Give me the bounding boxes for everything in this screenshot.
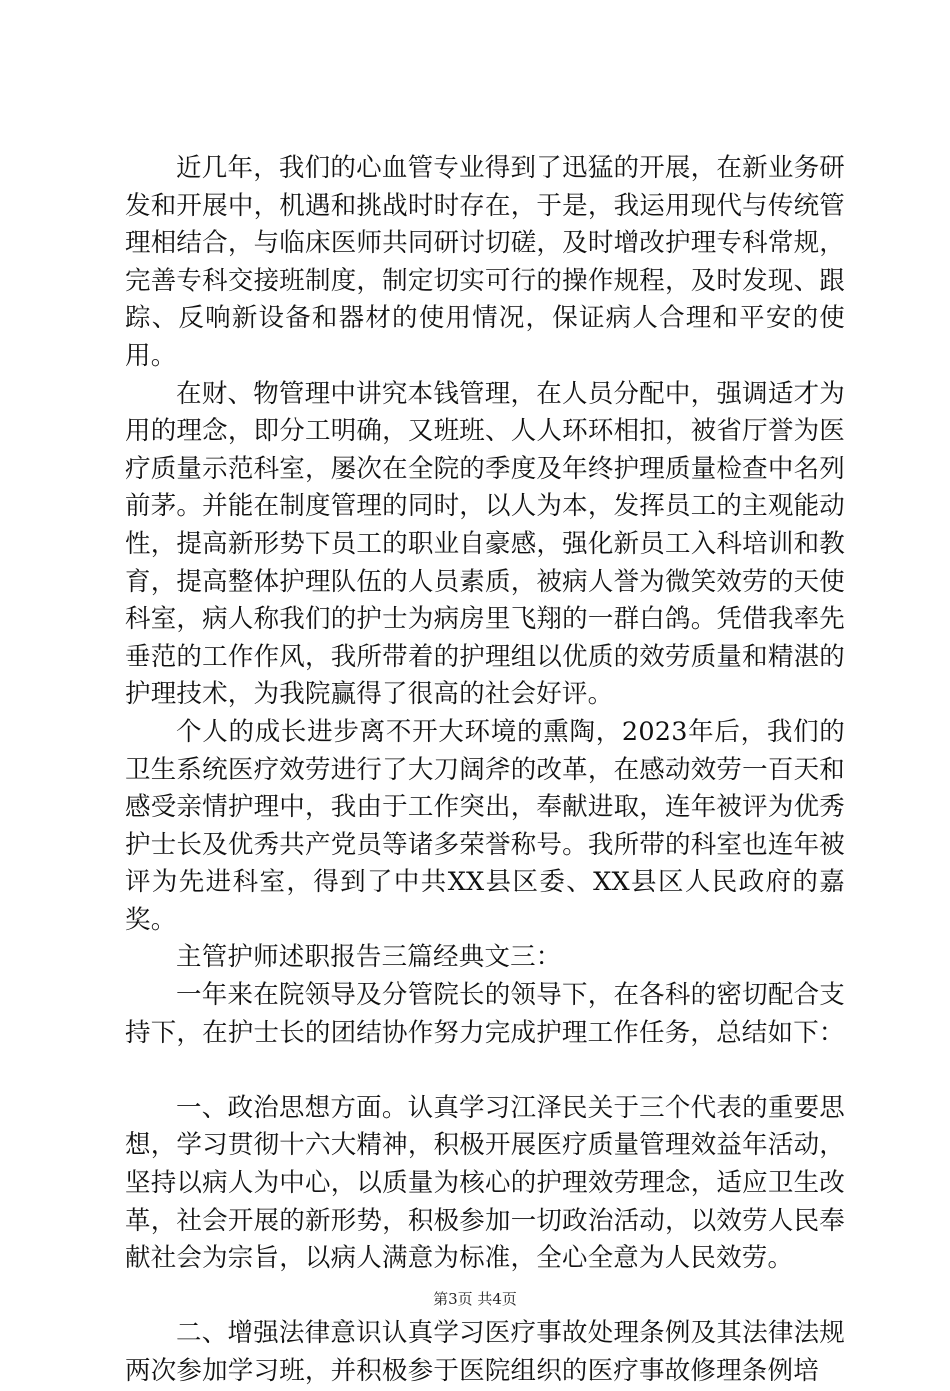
page-number: 第3页 共4页 [433,1290,517,1308]
paragraph-legal-awareness: 二、增强法律意识认真学习医疗事故处理条例及其法律法规两次参加学习班，并积极参于医院组织的医疗事故修理条例培 [125,1318,845,1386]
document-body [125,150,845,1391]
paragraph-personal-growth: 个人的成长进步离不开大环境的熏陶，2023年后，我们的卫生系统医疗效劳进行了大刀阔斧的改革，在感动效劳一百天和感受亲情护理中，我由于工作突出，奉献进取，连年被评为优秀护士长及优秀共产党员等诸多荣誉称号。我所带的科室也连年被评为先进科室，得到了中共XX县区委、XX县区人民政府的嘉奖。 [125,716,845,935]
paragraph-finance-management: 在财、物管理中讲究本钱管理，在人员分配中，强调适才为用的理念，即分工明确，又班班、人人环环相扣，被省厅誉为医疗质量示范科室，屡次在全院的季度及年终护理质量检查中名列前茅。并能在制度管理的同时，以人为本，发挥员工的主观能动性，提高新形势下员工的职业自豪感，强化新员工入科培训和教育，提高整体护理队伍的人员素质，被病人誉为微笑效劳的天使科室，病人称我们的护士为病房里飞翔的一群白鸽。凭借我率先垂范的工作作风，我所带着的护理组以优质的效劳质量和精湛的护理技术，为我院赢得了很高的社会好评。 [125,378,845,710]
paragraph-cardiology-development: 近几年，我们的心血管专业得到了迅猛的开展，在新业务研发和开展中，机遇和挑战时时存在，于是，我运用现代与传统管理相结合，与临床医师共同研讨切磋，及时增改护理专科常规，完善专科交接班制度，制定切实可行的操作规程，及时发现、跟踪、反响新设备和器材的使用情况，保证病人合理和平安的使用。 [125,153,845,371]
paragraph-year-summary: 一年来在院领导及分管院长的领导下，在各科的密切配合支持下，在护士长的团结协作努力完成护理工作任务，总结如下： [125,980,845,1048]
paragraph-political-thought: 一、政治思想方面。认真学习江泽民关于三个代表的重要思想，学习贯彻十六大精神，积极开展医疗质量管理效益年活动，坚持以病人为中心，以质量为核心的护理效劳理念，适应卫生改革，社会开展的新形势，积极参加一切政治活动，以效劳人民奉献社会为宗旨，以病人满意为标准，全心全意为人民效劳。 [125,1092,845,1274]
section-heading: 主管护师述职报告三篇经典文三： [176,942,562,973]
